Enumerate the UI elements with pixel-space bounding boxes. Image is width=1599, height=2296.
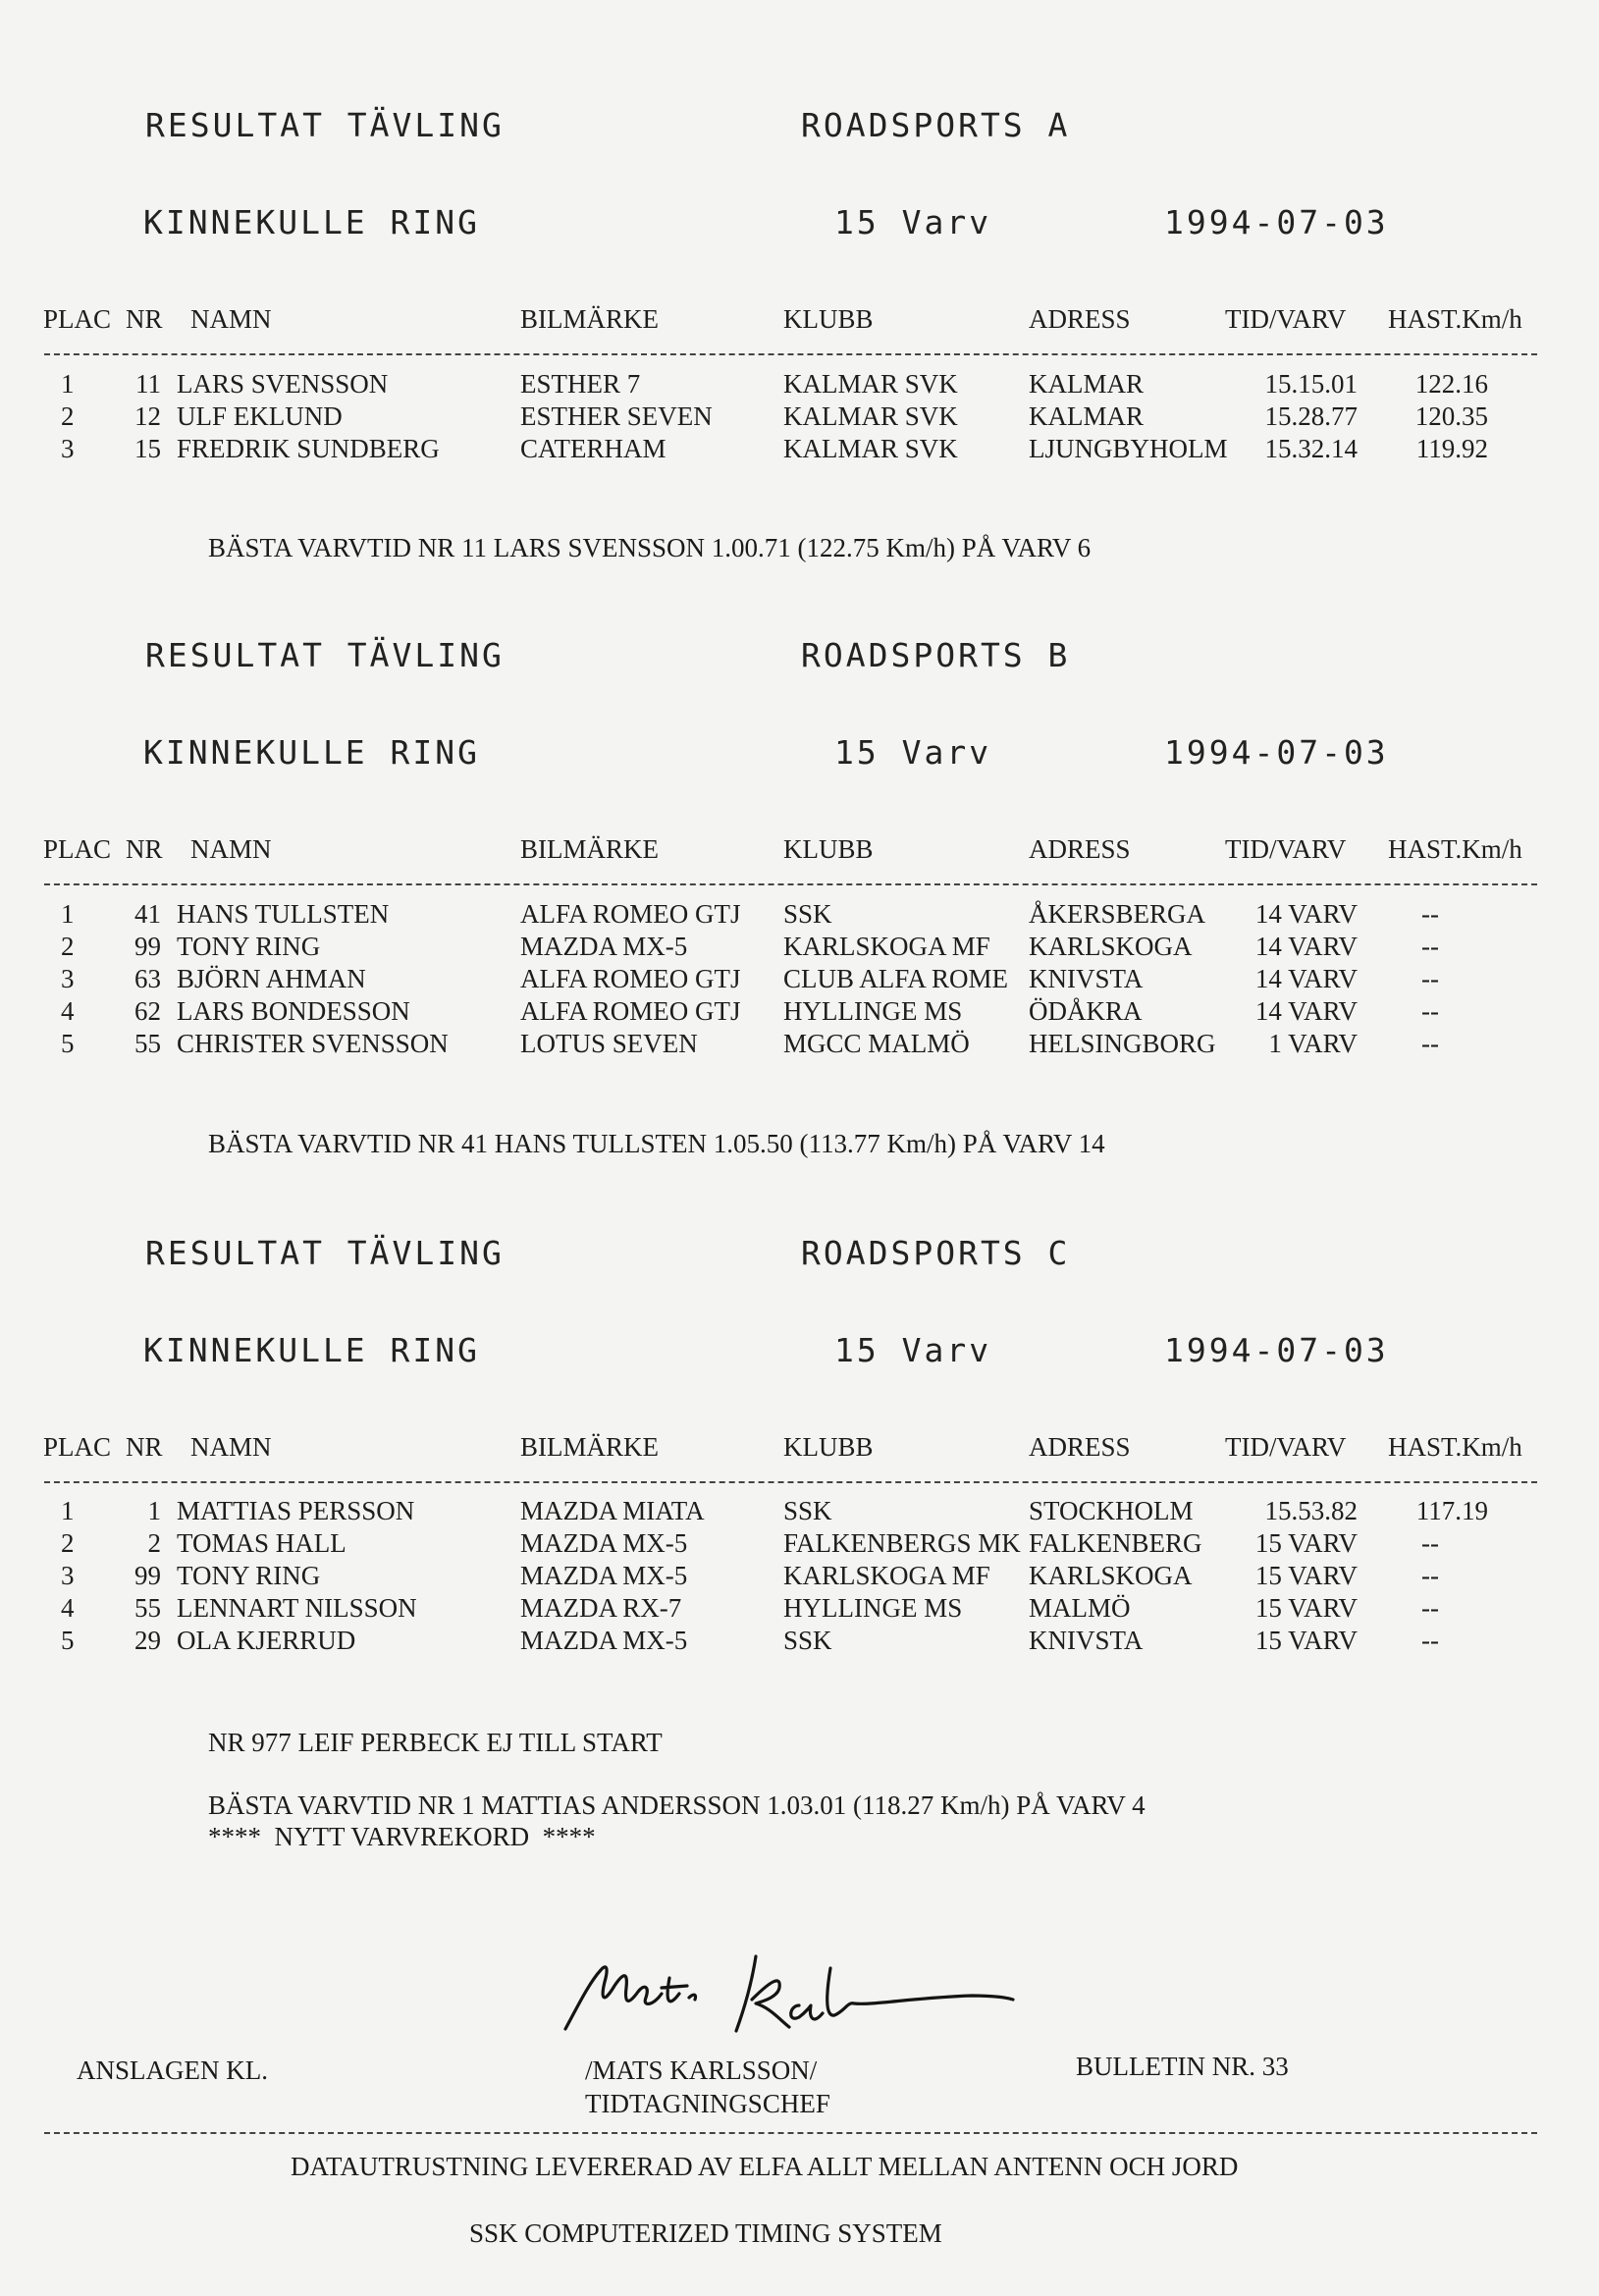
column-header-nr: NR: [126, 1432, 163, 1462]
column-header-nr: NR: [126, 834, 163, 864]
track-name: KINNEKULLE RING: [143, 1331, 481, 1369]
signature: [560, 1949, 1021, 2042]
section-title: RESULTAT TÄVLING: [145, 1234, 505, 1272]
row-driver-name: HANS TULLSTEN: [177, 899, 390, 929]
column-header-hast: HAST.Km/h: [1388, 304, 1522, 334]
row-plac: 3: [61, 434, 75, 463]
row-club: KARLSKOGA MF: [783, 932, 990, 961]
row-speed: 120.35: [1414, 401, 1488, 431]
row-nr: 15: [134, 434, 161, 463]
class-name: ROADSPORTS A: [801, 106, 1071, 144]
row-plac: 4: [61, 996, 75, 1026]
equipment-credit: DATAUTRUSTNING LEVERERAD AV ELFA ALLT MELLAN ANTENN OCH JORD: [291, 2152, 1239, 2181]
row-plac: 1: [61, 1496, 75, 1525]
row-speed: 119.92: [1415, 434, 1488, 463]
row-plac: 2: [61, 401, 75, 431]
row-nr: 29: [134, 1626, 161, 1655]
row-address: FALKENBERG: [1029, 1528, 1202, 1558]
column-header-hast: HAST.Km/h: [1388, 1432, 1522, 1462]
row-time: 15.28.77: [1264, 401, 1358, 431]
row-nr: 55: [134, 1029, 161, 1058]
row-driver-name: FREDRIK SUNDBERG: [177, 434, 440, 463]
column-header-namn: NAMN: [190, 1432, 272, 1462]
section-title: RESULTAT TÄVLING: [145, 636, 505, 674]
section-note: BÄSTA VARVTID NR 11 LARS SVENSSON 1.00.71 (122.75 Km/h) PÅ VARV 6: [208, 533, 1092, 562]
row-driver-name: OLA KJERRUD: [177, 1626, 356, 1655]
row-car: ALFA ROMEO GTJ: [520, 899, 741, 929]
row-nr: 99: [134, 1561, 161, 1590]
row-club: SSK: [783, 899, 832, 929]
signer-name: /MATS KARLSSON/: [585, 2056, 818, 2085]
row-club: KARLSKOGA MF: [783, 1561, 990, 1590]
timing-system: SSK COMPUTERIZED TIMING SYSTEM: [469, 2218, 942, 2248]
row-car: MAZDA MIATA: [520, 1496, 705, 1525]
row-plac: 4: [61, 1593, 75, 1623]
row-speed: --: [1421, 932, 1439, 961]
column-header-tid: TID/VARV: [1225, 834, 1347, 864]
row-driver-name: MATTIAS PERSSON: [177, 1496, 415, 1525]
row-address: KARLSKOGA: [1029, 1561, 1193, 1590]
column-header-plac: PLAC: [43, 304, 112, 334]
row-nr: 63: [134, 964, 161, 993]
column-header-klubb: KLUBB: [783, 1432, 874, 1462]
column-header-nr: NR: [126, 304, 163, 334]
section-note: NR 977 LEIF PERBECK EJ TILL START: [208, 1728, 663, 1757]
row-plac: 5: [61, 1029, 75, 1058]
column-header-tid: TID/VARV: [1225, 1432, 1347, 1462]
row-car: ALFA ROMEO GTJ: [520, 996, 741, 1026]
row-club: KALMAR SVK: [783, 434, 958, 463]
row-car: LOTUS SEVEN: [520, 1029, 698, 1058]
row-plac: 2: [61, 1528, 75, 1558]
row-time: 14 VARV: [1254, 996, 1358, 1026]
laps-count: 15 Varv: [834, 203, 992, 241]
row-nr: 41: [134, 899, 161, 929]
row-driver-name: TOMAS HALL: [177, 1528, 346, 1558]
row-car: CATERHAM: [520, 434, 666, 463]
row-address: STOCKHOLM: [1029, 1496, 1194, 1525]
column-header-klubb: KLUBB: [783, 834, 874, 864]
row-time: 14 VARV: [1254, 964, 1358, 993]
row-driver-name: TONY RING: [177, 1561, 321, 1590]
row-speed: --: [1421, 1593, 1439, 1623]
section-title: RESULTAT TÄVLING: [145, 106, 505, 144]
row-speed: 122.16: [1414, 369, 1488, 399]
laps-count: 15 Varv: [834, 1331, 992, 1369]
column-header-adress: ADRESS: [1029, 304, 1131, 334]
row-nr: 2: [147, 1528, 161, 1558]
row-plac: 3: [61, 1561, 75, 1590]
row-club: FALKENBERGS MK: [783, 1528, 1021, 1558]
row-time: 1 VARV: [1268, 1029, 1358, 1058]
row-address: ÖDÅKRA: [1029, 996, 1143, 1026]
row-car: MAZDA MX-5: [520, 1561, 688, 1590]
column-header-plac: PLAC: [43, 834, 112, 864]
row-club: MGCC MALMÖ: [783, 1029, 970, 1058]
column-header-bilmarke: BILMÄRKE: [520, 1432, 659, 1462]
race-date: 1994-07-03: [1164, 1331, 1389, 1369]
row-club: HYLLINGE MS: [783, 996, 963, 1026]
row-speed: --: [1421, 996, 1439, 1026]
race-date: 1994-07-03: [1164, 733, 1389, 772]
column-header-hast: HAST.Km/h: [1388, 834, 1522, 864]
row-speed: --: [1421, 1561, 1439, 1590]
row-club: KALMAR SVK: [783, 369, 958, 399]
row-nr: 99: [134, 932, 161, 961]
row-time: 14 VARV: [1254, 932, 1358, 961]
row-club: KALMAR SVK: [783, 401, 958, 431]
row-speed: --: [1421, 1029, 1439, 1058]
section-note: BÄSTA VARVTID NR 41 HANS TULLSTEN 1.05.50 (113.77 Km/h) PÅ VARV 14: [208, 1129, 1105, 1158]
row-car: ESTHER 7: [520, 369, 641, 399]
row-driver-name: BJÖRN AHMAN: [177, 964, 366, 993]
row-plac: 1: [61, 369, 75, 399]
column-header-namn: NAMN: [190, 834, 272, 864]
row-plac: 5: [61, 1626, 75, 1655]
row-driver-name: TONY RING: [177, 932, 321, 961]
row-speed: 117.19: [1415, 1496, 1488, 1525]
column-header-namn: NAMN: [190, 304, 272, 334]
row-time: 14 VARV: [1254, 899, 1358, 929]
row-speed: --: [1421, 1528, 1439, 1558]
track-name: KINNEKULLE RING: [143, 203, 481, 241]
class-name: ROADSPORTS C: [801, 1234, 1071, 1272]
row-car: ESTHER SEVEN: [520, 401, 713, 431]
row-address: ÅKERSBERGA: [1029, 899, 1206, 929]
row-address: KNIVSTA: [1029, 1626, 1144, 1655]
row-time: 15 VARV: [1254, 1593, 1358, 1623]
table-divider: [44, 353, 1537, 355]
row-address: KALMAR: [1029, 401, 1145, 431]
laps-count: 15 Varv: [834, 733, 992, 772]
row-club: HYLLINGE MS: [783, 1593, 963, 1623]
row-address: HELSINGBORG: [1029, 1029, 1216, 1058]
bulletin-number: BULLETIN NR. 33: [1076, 2052, 1289, 2081]
row-time: 15.32.14: [1264, 434, 1358, 463]
row-driver-name: LENNART NILSSON: [177, 1593, 417, 1623]
row-driver-name: LARS SVENSSON: [177, 369, 389, 399]
column-header-adress: ADRESS: [1029, 834, 1131, 864]
row-car: MAZDA RX-7: [520, 1593, 682, 1623]
column-header-plac: PLAC: [43, 1432, 112, 1462]
row-car: MAZDA MX-5: [520, 1626, 688, 1655]
row-time: 15 VARV: [1254, 1561, 1358, 1590]
row-address: MALMÖ: [1029, 1593, 1131, 1623]
row-speed: --: [1421, 1626, 1439, 1655]
section-note: BÄSTA VARVTID NR 1 MATTIAS ANDERSSON 1.03.01 (118.27 Km/h) PÅ VARV 4: [208, 1790, 1146, 1820]
row-address: KALMAR: [1029, 369, 1145, 399]
column-header-bilmarke: BILMÄRKE: [520, 834, 659, 864]
row-nr: 1: [147, 1496, 161, 1525]
row-club: CLUB ALFA ROME: [783, 964, 1009, 993]
row-driver-name: CHRISTER SVENSSON: [177, 1029, 449, 1058]
row-address: KNIVSTA: [1029, 964, 1144, 993]
section-note: **** NYTT VARVREKORD ****: [208, 1822, 596, 1851]
race-date: 1994-07-03: [1164, 203, 1389, 241]
row-driver-name: LARS BONDESSON: [177, 996, 410, 1026]
class-name: ROADSPORTS B: [801, 636, 1071, 674]
column-header-tid: TID/VARV: [1225, 304, 1347, 334]
column-header-bilmarke: BILMÄRKE: [520, 304, 659, 334]
row-car: MAZDA MX-5: [520, 1528, 688, 1558]
row-nr: 11: [135, 369, 161, 399]
row-plac: 2: [61, 932, 75, 961]
table-divider: [44, 1481, 1537, 1483]
row-plac: 3: [61, 964, 75, 993]
column-header-adress: ADRESS: [1029, 1432, 1131, 1462]
row-time: 15 VARV: [1254, 1626, 1358, 1655]
row-club: SSK: [783, 1626, 832, 1655]
footer-divider: [44, 2132, 1537, 2134]
row-time: 15.15.01: [1264, 369, 1358, 399]
row-address: KARLSKOGA: [1029, 932, 1193, 961]
table-divider: [44, 883, 1537, 885]
row-time: 15 VARV: [1254, 1528, 1358, 1558]
row-nr: 12: [134, 401, 161, 431]
row-plac: 1: [61, 899, 75, 929]
row-nr: 55: [134, 1593, 161, 1623]
anslagen-label: ANSLAGEN KL.: [77, 2056, 268, 2085]
row-speed: --: [1421, 964, 1439, 993]
track-name: KINNEKULLE RING: [143, 733, 481, 772]
signer-title: TIDTAGNINGSCHEF: [585, 2089, 830, 2118]
row-nr: 62: [134, 996, 161, 1026]
row-car: MAZDA MX-5: [520, 932, 688, 961]
row-driver-name: ULF EKLUND: [177, 401, 343, 431]
column-header-klubb: KLUBB: [783, 304, 874, 334]
row-time: 15.53.82: [1264, 1496, 1358, 1525]
row-speed: --: [1421, 899, 1439, 929]
row-address: LJUNGBYHOLM: [1029, 434, 1228, 463]
row-club: SSK: [783, 1496, 832, 1525]
row-car: ALFA ROMEO GTJ: [520, 964, 741, 993]
